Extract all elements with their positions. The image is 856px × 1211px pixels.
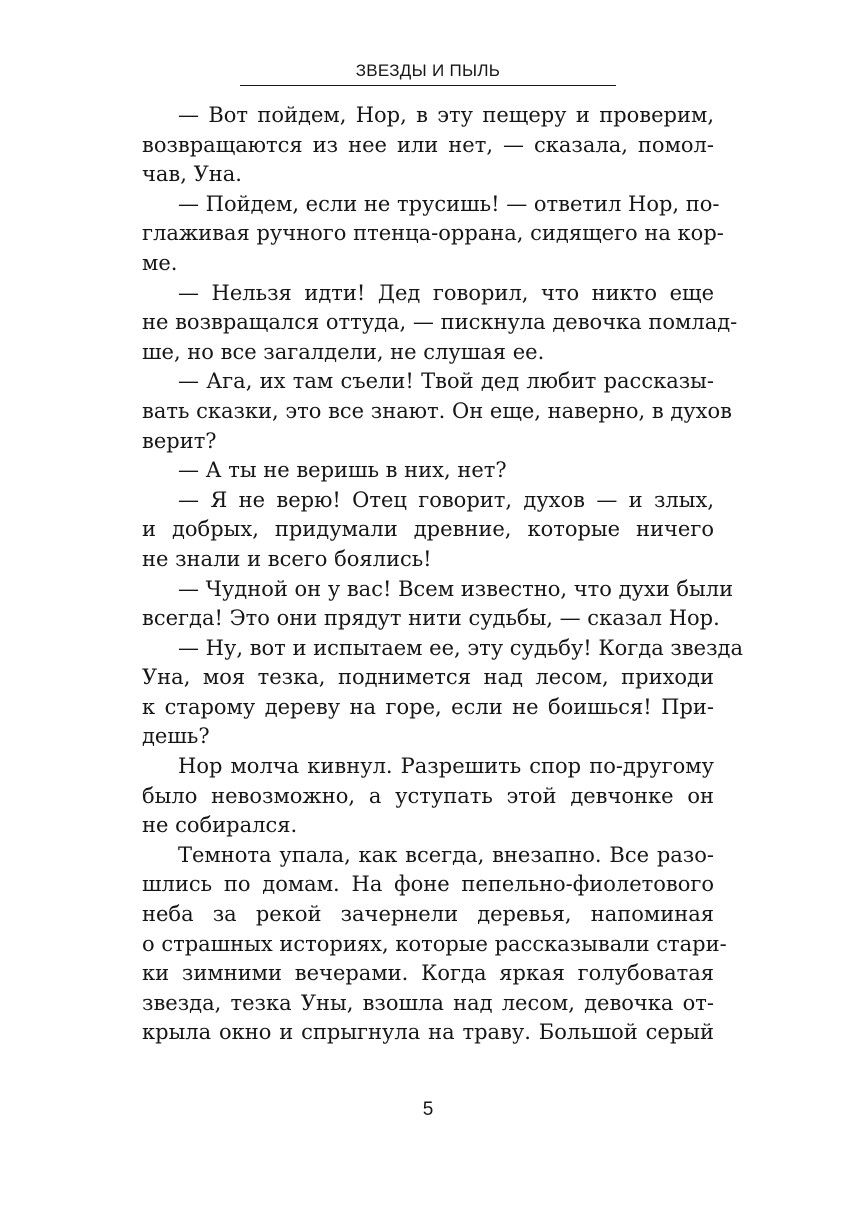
text-line: не собирался.: [142, 813, 298, 838]
body-text: [142, 101, 744, 1048]
page-number: 5: [422, 1099, 434, 1120]
text-line: о страшных историях, которые рассказывали стари-: [142, 931, 727, 956]
text-line: возвращаются из нее или нет, — сказала, помол-: [142, 132, 714, 157]
text-line: и добрых, придумали древние, которые ничего: [142, 517, 714, 542]
text-line: — Вот пойдем, Нор, в эту пещеру и проверим,: [178, 103, 714, 127]
text-line: — А ты не веришь в них, нет?: [178, 458, 507, 483]
text-line: шлись по домам. На фоне пепельно-фиолетового: [142, 872, 714, 897]
text-line: Темнота упала, как всегда, внезапно. Все разо-: [178, 842, 714, 867]
running-head: ЗВЕЗДЫ И ПЫЛЬ: [355, 61, 501, 80]
text-line: не возвращался оттуда, — пискнула девочка помлад-: [142, 310, 738, 335]
text-line: — Пойдем, если не трусишь! — ответил Нор, по-: [178, 191, 720, 216]
text-line: чав, Уна.: [142, 162, 242, 187]
text-line: ки зимними вечерами. Когда яркая голубоватая: [142, 961, 714, 986]
text-line: к старому дереву на горе, если не боишься! При-: [142, 694, 714, 719]
text-line: вать сказки, это все знают. Он еще, наверно, в духов: [142, 398, 732, 423]
text-line: не знали и всего боялись!: [142, 546, 432, 571]
text-line: — Чудной он у вас! Всем известно, что духи были: [178, 576, 734, 601]
header-rule: [240, 85, 616, 86]
text-line: крыла окно и спрыгнула на траву. Большой серый: [142, 1020, 714, 1045]
text-line: — Ага, их там съели! Твой дед любит рассказы-: [178, 369, 714, 394]
text-line: неба за рекой зачернели деревья, напоминая: [142, 902, 714, 927]
text-line: верит?: [142, 428, 217, 453]
text-line: Уна, моя тезка, поднимется над лесом, приходи: [142, 665, 714, 690]
text-line: — Я не верю! Отец говорит, духов — и злых,: [178, 487, 714, 512]
text-line: — Нельзя идти! Дед говорил, что никто еще: [178, 280, 714, 305]
text-line: всегда! Это они прядут нити судьбы, — сказал Нор.: [142, 606, 720, 631]
text-line: ме.: [142, 250, 178, 275]
text-line: ше, но все загалдели, не слушая ее.: [142, 339, 545, 364]
text-line: дешь?: [142, 724, 210, 749]
text-line: глаживая ручного птенца-оррана, сидящего на кор-: [142, 221, 724, 246]
text-line: — Ну, вот и испытаем ее, эту судьбу! Когда звезда: [178, 635, 744, 660]
text-line: звезда, тезка Уны, взошла над лесом, девочка от-: [142, 990, 714, 1015]
text-line: было невозможно, а уступать этой девчонке он: [142, 783, 714, 808]
text-line: Нор молча кивнул. Разрешить спор по-другому: [178, 754, 714, 779]
